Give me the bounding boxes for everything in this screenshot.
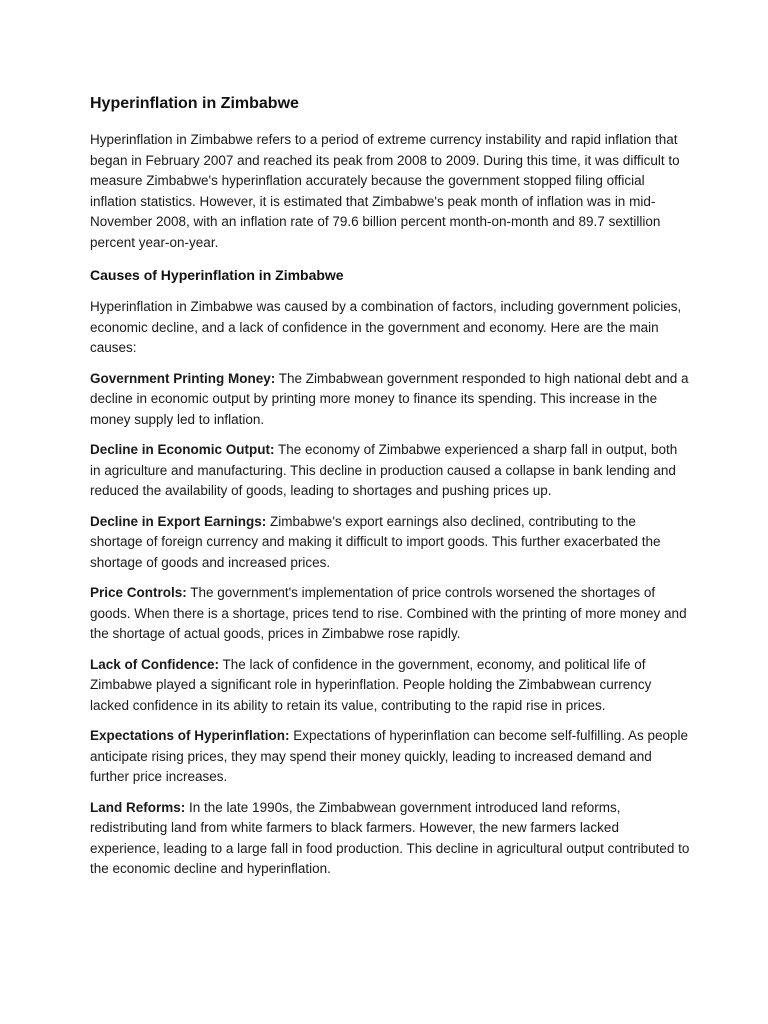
cause-paragraph bbox=[90, 655, 690, 717]
cause-text: Expectations of hyperinflation can become self-fulfilling. As people anticipate rising prices, they may spend their money quickly, leading to increased demand and further price increases. bbox=[90, 728, 689, 784]
intro-paragraph: Hyperinflation in Zimbabwe refers to a period of extreme currency instability and rapid inflation that began in February 2007 and reached its peak from 2008 to 2009. During this time, it was difficult to measure Zimbabwe's hyperinflation accurately because the government stopped filing official inflation statistics. However, it is estimated that Zimbabwe's peak month of inflation was in mid-November 2008, with an inflation rate of 79.6 billion percent month-on-month and 89.7 sextillion percent year-on-year. bbox=[90, 132, 680, 250]
cause-text: In the late 1990s, the Zimbabwean government introduced land reforms, redistributing land from white farmers to black farmers. However, the new farmers lacked experience, leading to a large fall in food production. This decline in agricultural output contributed to the economic decline and hyperinflation. bbox=[90, 799, 690, 876]
cause-term: Land Reforms: bbox=[90, 799, 186, 815]
cause-paragraph bbox=[90, 512, 690, 574]
cause-text: The government's implementation of price controls worsened the shortages of goods. When there is a shortage, prices tend to rise. Combined with the printing of more money and the shortage of actual goods, prices in Zimbabwe rose rapidly. bbox=[90, 585, 687, 641]
cause-term: Price Controls: bbox=[90, 585, 187, 600]
cause-text: The Zimbabwean government responded to high national debt and a decline in economic output by printing more money to finance its spending. This increase in the money supply led to inflation. bbox=[90, 370, 689, 427]
document-page bbox=[90, 92, 690, 890]
cause-paragraph bbox=[90, 440, 690, 502]
cause-term: Government Printing Money: bbox=[90, 370, 276, 386]
cause-term: Expectations of Hyperinflation: bbox=[90, 728, 290, 743]
cause-paragraph bbox=[90, 583, 690, 645]
causes-intro-paragraph: Hyperinflation in Zimbabwe was caused by a combination of factors, including government policies, economic decline, and a lack of confidence in the government and economy. Here are the main causes: bbox=[90, 299, 682, 355]
cause-paragraph bbox=[90, 726, 690, 788]
cause-paragraph bbox=[90, 798, 690, 880]
document-title: Hyperinflation in Zimbabwe bbox=[90, 95, 299, 112]
cause-term: Decline in Export Earnings: bbox=[90, 513, 267, 529]
cause-term: Decline in Economic Output: bbox=[90, 442, 275, 457]
cause-term: Lack of Confidence: bbox=[90, 656, 220, 672]
cause-text: Zimbabwe's export earnings also declined, contributing to the shortage of foreign currency and making it difficult to import goods. This further exacerbated the shortage of goods and increased prices. bbox=[90, 513, 661, 570]
cause-text: The economy of Zimbabwe experienced a sharp fall in output, both in agriculture and manufacturing. This decline in production caused a collapse in bank lending and reduced the availability of goods, leading to shortages and pushing prices up. bbox=[90, 442, 678, 498]
causes-heading: Causes of Hyperinflation in Zimbabwe bbox=[90, 267, 344, 283]
cause-text: The lack of confidence in the government, economy, and political life of Zimbabwe played a significant role in hyperinflation. People holding the Zimbabwean currency lacked confidence in its ability to retain its value, contributing to the rapid rise in prices. bbox=[90, 656, 652, 713]
cause-paragraph bbox=[90, 369, 690, 431]
